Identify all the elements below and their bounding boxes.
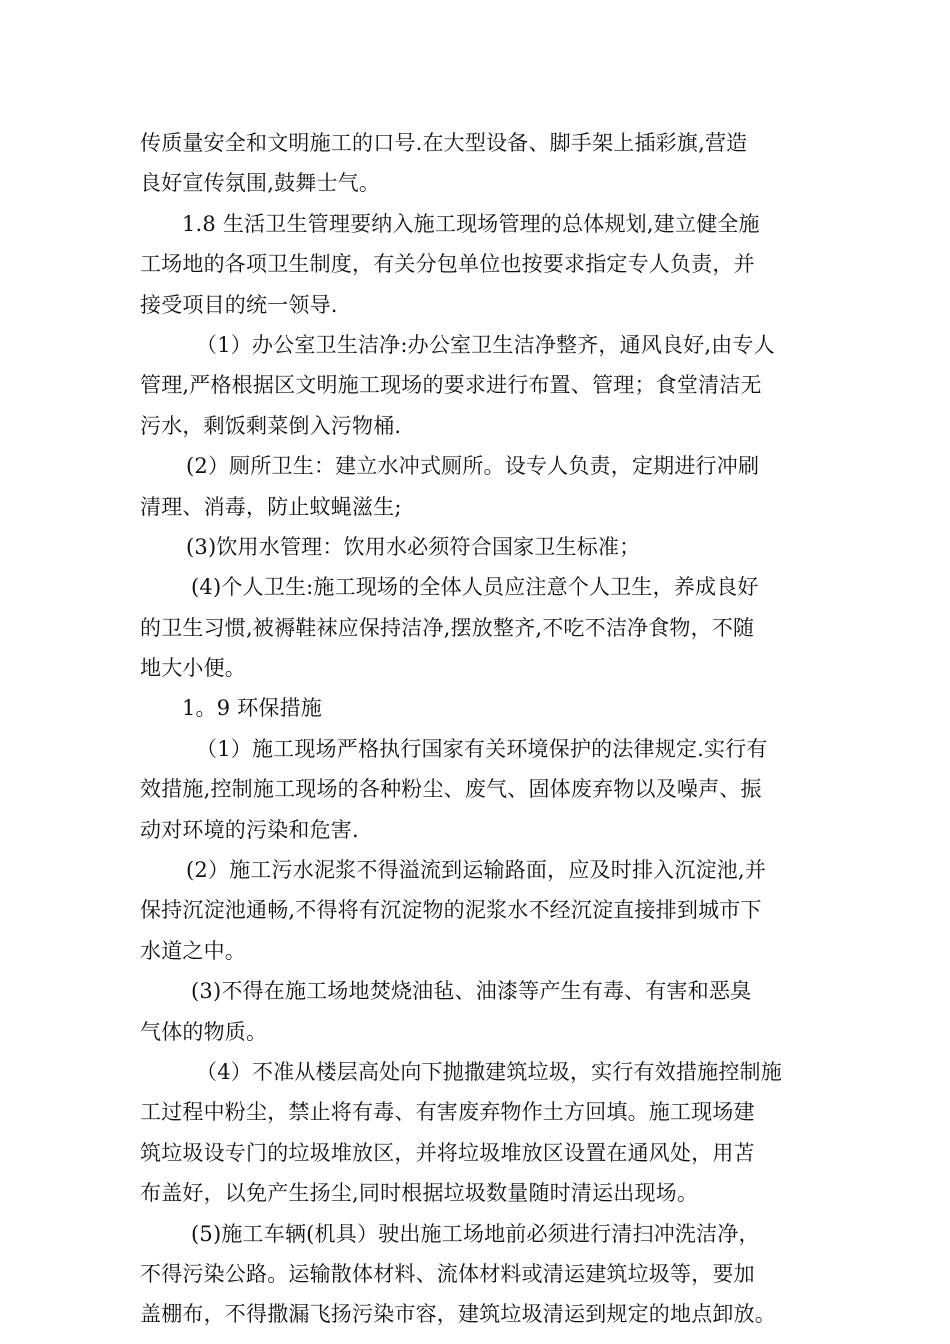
text-line: 效措施,控制施工现场的各种粉尘、废气、固体废弃物以及噪声、振 bbox=[140, 777, 762, 802]
text-line: (3)不得在施工场地焚烧油毡、油漆等产生有毒、有害和恶臭 bbox=[191, 979, 752, 1004]
text-line: (3)饮用水管理：饮用水必须符合国家卫生标准； bbox=[186, 534, 641, 559]
text-line: 1.8 生活卫生管理要纳入施工现场管理的总体规划,建立健全施 bbox=[182, 211, 760, 236]
text-line: (4)个人卫生:施工现场的全体人员应注意个人卫生，养成良好 bbox=[191, 575, 759, 600]
text-line: 污水，剩饭剩菜倒入污物桶. bbox=[140, 413, 402, 438]
text-line: 布盖好，以免产生扬尘,同时根据垃圾数量随时清运出现场。 bbox=[140, 1181, 699, 1206]
text-line: 盖棚布，不得撒漏飞扬污染市容，建筑垃圾清运到规定的地点卸放。 bbox=[140, 1302, 776, 1327]
text-line: 水道之中。 bbox=[140, 938, 246, 963]
text-line: 的卫生习惯,被褥鞋袜应保持洁净,摆放整齐,不吃不洁净食物，不随 bbox=[140, 615, 755, 640]
text-line: 工过程中粉尘，禁止将有毒、有害废弃物作土方回填。施工现场建 bbox=[140, 1100, 755, 1125]
text-line: (2）施工污水泥浆不得溢流到运输路面，应及时排入沉淀池,并 bbox=[186, 858, 767, 883]
text-line: （1）办公室卫生洁净:办公室卫生洁净整齐，通风良好,由专人 bbox=[196, 332, 775, 357]
text-line: 传质量安全和文明施工的口号.在大型设备、脚手架上插彩旗,营造 bbox=[140, 131, 748, 155]
text-line: 保持沉淀池通畅,不得将有沉淀物的泥浆水不经沉淀直接排到城市下 bbox=[140, 898, 762, 923]
text-line: (2）厕所卫生：建立水冲式厕所。设专人负责，定期进行冲刷 bbox=[186, 454, 760, 479]
text-line: （4）不准从楼层高处向下抛撒建筑垃圾，实行有效措施控制施 bbox=[196, 1059, 782, 1084]
text-line: 气体的物质。 bbox=[140, 1019, 268, 1044]
text-line: 工场地的各项卫生制度，有关分包单位也按要求指定专人负责，并 bbox=[140, 252, 755, 277]
text-line: 良好宣传氛围,鼓舞士气。 bbox=[140, 171, 381, 196]
body-text bbox=[140, 123, 820, 1335]
text-line: 地大小便。 bbox=[140, 656, 246, 681]
text-line: 动对环境的污染和危害. bbox=[140, 817, 359, 842]
text-line: 清理、消毒，防止蚊蝇滋生; bbox=[140, 494, 402, 519]
text-line: 不得污染公路。运输散体材料、流体材料或清运建筑垃圾等，要加 bbox=[140, 1261, 755, 1286]
text-line: 1。9 环保措施 bbox=[182, 696, 322, 721]
text-line: 管理,严格根据区文明施工现场的要求进行布置、管理；食堂清洁无 bbox=[140, 373, 762, 398]
text-line: （1）施工现场严格执行国家有关环境保护的法律规定.实行有 bbox=[196, 736, 768, 761]
text-line: 接受项目的统一领导. bbox=[140, 292, 338, 317]
text-line: (5)施工车辆(机具）驶出施工场地前必须进行清扫冲洗洁净， bbox=[191, 1221, 760, 1246]
text-line: 筑垃圾设专门的垃圾堆放区，并将垃圾堆放区设置在通风处，用苫 bbox=[140, 1140, 755, 1165]
